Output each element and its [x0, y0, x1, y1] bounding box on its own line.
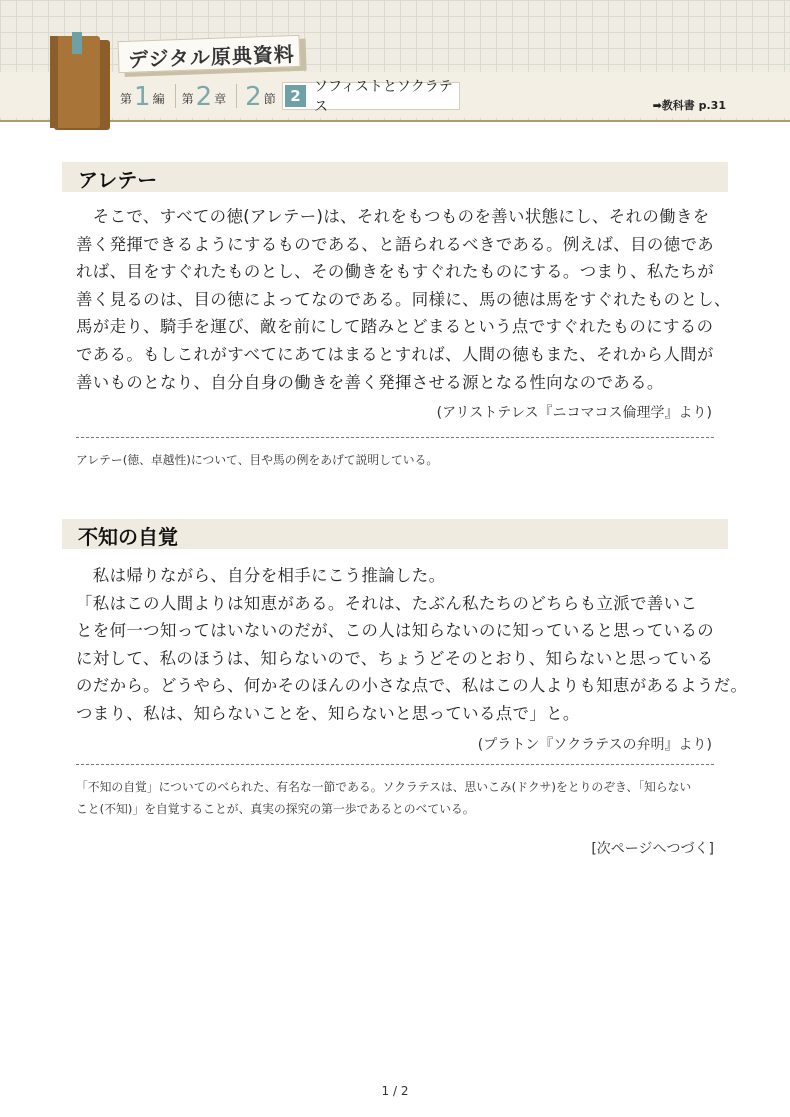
text-line: 善いものとなり、自分自身の働きを善く発揮させる源となる性向なのである。 — [76, 372, 664, 392]
continued-next-page: [次ページへつづく] — [591, 841, 714, 857]
text-line: 善く見るのは、目の徳によってなのである。同様に、馬の徳は馬をすぐれたものとし、 — [76, 289, 731, 309]
crumb-sho — [182, 84, 227, 110]
source-citation: (アリストテレス『ニコマコス倫理学』より) — [436, 405, 712, 421]
dashed-divider — [76, 764, 714, 765]
note-line: 「不知の自覚」についてのべられた、有名な一節である。ソクラテスは、思いこみ(ドクサ)をとりのぞき、「知らない — [76, 780, 692, 794]
paragraph-ignorance — [76, 562, 748, 728]
crumb-setsu-num: 2 — [245, 82, 262, 112]
section-heading-arete — [62, 162, 728, 192]
crumb-hen-pre: 第 — [120, 92, 133, 106]
crumb-sho-post: 章 — [214, 92, 227, 106]
crumb-hen-num: 1 — [134, 82, 151, 112]
crumb-divider — [175, 84, 176, 108]
note-line: こと(不知)」を自覚することが、真実の探究の第一歩であるとのべている。 — [76, 802, 475, 816]
text-line: つまり、私は、知らないことを、知らないと思っている点で」と。 — [76, 703, 580, 723]
text-line: のだから。どうやら、何かそのほんの小さな点で、私はこの人よりも知恵があるようだ。 — [76, 676, 748, 696]
section-tag — [282, 79, 460, 115]
section-heading-text: アレテー — [78, 168, 158, 192]
text-line: である。もしこれがすべてにあてはまるとすれば、人間の徳もまた、それから人間が — [76, 344, 714, 364]
text-line: そこで、すべての徳(アレテー)は、それをもつものを善い状態にし、それの働きを — [76, 207, 710, 226]
section-heading-ignorance — [62, 519, 728, 549]
section-title: ソフィストとソクラテス — [313, 79, 453, 115]
crumb-sho-num: 2 — [195, 82, 213, 112]
textbook-reference: ➡教科書 p.31 — [652, 99, 726, 112]
crumb-sho-pre: 第 — [181, 92, 194, 106]
text-line: に対して、私のほうは、知らないので、ちょうどそのとおり、知らないと思っている — [76, 648, 714, 668]
note-line: アレテー(徳、卓越性)について、目や馬の例をあげて説明している。 — [76, 453, 439, 467]
section-number: 2 — [285, 85, 306, 107]
paragraph-arete — [76, 203, 731, 396]
text-line: れば、目をすぐれたものとし、その働きをもすぐれたものにする。つまり、私たちが — [76, 262, 715, 282]
crumb-setsu — [243, 84, 276, 110]
commentary-note — [76, 776, 726, 820]
text-line: とを何一つ知ってはいないのだが、この人は知らないのに知っていると思っているの — [76, 621, 715, 641]
crumb-setsu-post: 節 — [263, 92, 276, 106]
text-line: 善く発揮できるようにするものである、と語られるべきである。例えば、目の徳であ — [76, 234, 715, 254]
dashed-divider — [76, 437, 714, 438]
page-title: デジタル原典資料 — [127, 42, 296, 72]
text-line: 「私はこの人間よりは知恵がある。それは、たぶん私たちのどちらも立派で善いこ — [76, 593, 698, 613]
book-icon — [48, 32, 114, 132]
text-line: 私は帰りながら、自分を相手にこう推論した。 — [76, 566, 446, 585]
breadcrumb — [120, 82, 282, 110]
crumb-hen-post: 編 — [152, 92, 165, 106]
section-heading-text: 不知の自覚 — [78, 525, 178, 549]
page-number: 1 / 2 — [381, 1084, 409, 1098]
crumb-hen — [120, 84, 165, 110]
source-citation: (プラトン『ソクラテスの弁明』より) — [477, 737, 712, 753]
text-line: 馬が走り、騎手を運び、敵を前にして踏みとどまるという点ですぐれたものにするの — [76, 317, 714, 337]
crumb-divider — [236, 84, 237, 108]
commentary-note — [76, 449, 726, 471]
